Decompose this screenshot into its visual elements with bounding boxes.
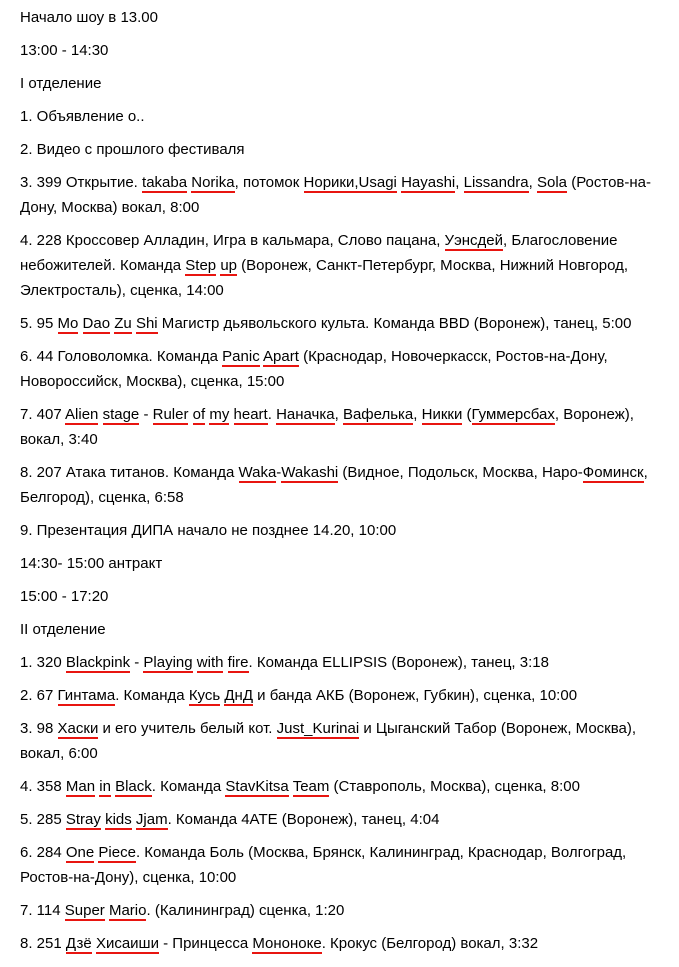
misspelled-word[interactable]: ДнД [224,687,253,704]
paragraph [20,650,665,675]
misspelled-word[interactable]: Mo [57,315,79,332]
paragraph [20,228,665,303]
paragraph [20,898,665,923]
misspelled-word[interactable]: Wakashi [281,464,339,481]
misspelled-word[interactable]: Panic [222,348,260,365]
text-line: 7. 114 Super Mario. (Калининград) сценка, 1:20 [20,902,345,919]
paragraph [20,683,665,708]
text-line: 15:00 - 17:20 [20,588,109,605]
text-line: II отделение [20,621,106,638]
misspelled-word[interactable]: Stray [65,811,101,828]
misspelled-word[interactable]: Mario [108,902,147,919]
misspelled-word[interactable]: my [209,406,230,423]
misspelled-word[interactable]: Фоминск [582,464,644,481]
paragraph [20,807,665,832]
misspelled-word[interactable]: Zu [114,315,132,332]
paragraph [20,311,665,336]
misspelled-word[interactable]: fire [227,654,249,671]
text-line: 8. 207 Атака титанов. Команда Waka-Wakashi (Видное, Подольск, Москва, Наро-Фоминск, [20,464,648,481]
text-line: 1. Объявление о.. [20,108,145,125]
paragraph [20,716,665,766]
misspelled-word[interactable]: Dao [82,315,111,332]
text-line: 5. 285 Stray kids Jjam. Команда 4ATE (Воронеж), танец, 4:04 [20,811,440,828]
text-line: небожителей. Команда Step up (Воронеж, Санкт-Петербург, Москва, Нижний Новгород, [20,257,629,274]
misspelled-word[interactable]: Гинтама [57,687,116,704]
text-line: 7. 407 Alien stage - Ruler of my heart. Наначка, Вафелька, Никки (Гуммерсбах, Воронеж), [20,406,634,423]
paragraph [20,840,665,890]
text-line: 4. 228 Кроссовер Алладин, Игра в кальмара, Слово пацана, Уэнсдей, Благословение [20,232,618,249]
paragraph [20,774,665,799]
text-line: 13:00 - 14:30 [20,42,109,59]
paragraph [20,104,665,129]
text-line: 4. 358 Man in Black. Команда StavKitsa Team (Ставрополь, Москва), сценка, 8:00 [20,778,580,795]
text-line: 5. 95 Mo Dao Zu Shi Магистр дьявольского культа. Команда BBD (Воронеж), танец, 5:00 [20,315,632,332]
text-line: I отделение [20,75,102,92]
misspelled-word[interactable]: Кусь [188,687,221,704]
misspelled-word[interactable]: Хаски [57,720,99,737]
text-line: Новороссийск, Москва), сценка, 15:00 [20,373,285,390]
paragraph [20,71,665,96]
misspelled-word[interactable]: Hayashi [401,174,456,191]
misspelled-word[interactable]: Lissandra [463,174,529,191]
misspelled-word[interactable]: with [196,654,224,671]
paragraph [20,170,665,220]
text-line: 3. 399 Открытие. takaba Norika, потомок Норики,Usagi Hayashi, Lissandra, Sola (Ростов-на- [20,174,652,191]
misspelled-word[interactable]: Наначка [276,406,335,423]
misspelled-word[interactable]: Норики, [303,174,359,191]
misspelled-word[interactable]: up [220,257,237,274]
misspelled-word[interactable]: stage [102,406,140,423]
misspelled-word[interactable]: takaba [142,174,188,191]
paragraph [20,38,665,63]
text-line: Начало шоу в 13.00 [20,9,158,26]
misspelled-word[interactable]: Usagi [358,174,397,191]
paragraph [20,518,665,543]
misspelled-word[interactable]: Вафелька [342,406,414,423]
misspelled-word[interactable]: Уэнсдей [444,232,503,249]
paragraph [20,137,665,162]
misspelled-word[interactable]: Дзё [65,935,92,952]
paragraph [20,402,665,452]
text-line: Электросталь), сценка, 14:00 [20,282,224,299]
misspelled-word[interactable]: kids [105,811,132,828]
document-body[interactable] [20,5,665,956]
misspelled-word[interactable]: of [192,406,206,423]
text-line: Белгород), сценка, 6:58 [20,489,184,506]
text-line: вокал, 6:00 [20,745,98,762]
misspelled-word[interactable]: Step [185,257,217,274]
misspelled-word[interactable]: Norika [191,174,235,191]
misspelled-word[interactable]: Waka [238,464,277,481]
misspelled-word[interactable]: heart [233,406,268,423]
text-line: 6. 44 Головоломка. Команда Panic Apart (Краснодар, Новочеркасск, Ростов-на-Дону, [20,348,608,365]
paragraph [20,460,665,510]
text-line: Дону, Москва) вокал, 8:00 [20,199,200,216]
text-line: 3. 98 Хаски и его учитель белый кот. Just_Kurinai и Цыганский Табор (Воронеж, Москва), [20,720,637,737]
misspelled-word[interactable]: Blackpink [65,654,131,671]
misspelled-word[interactable]: Piece [98,844,136,861]
misspelled-word[interactable]: One [65,844,95,861]
text-line: Ростов-на-Дону), сценка, 10:00 [20,869,237,886]
misspelled-word[interactable]: Sola [537,174,568,191]
text-line: 1. 320 Blackpink - Playing with fire. Команда ELLIPSIS (Воронеж), танец, 3:18 [20,654,549,671]
misspelled-word[interactable]: Just_Kurinai [276,720,360,737]
misspelled-word[interactable]: Black [115,778,152,795]
misspelled-word[interactable]: Man [65,778,96,795]
paragraph [20,551,665,576]
misspelled-word[interactable]: Никки [421,406,463,423]
paragraph [20,617,665,642]
paragraph [20,931,665,956]
misspelled-word[interactable]: Super [64,902,105,919]
paragraph [20,584,665,609]
misspelled-word[interactable]: in [99,778,111,795]
misspelled-word[interactable]: Хисаиши [95,935,159,952]
misspelled-word[interactable]: Apart [263,348,299,365]
misspelled-word[interactable]: Alien [65,406,99,423]
misspelled-word[interactable]: Playing [143,654,193,671]
text-line: 2. Видео с прошлого фестиваля [20,141,245,158]
text-line: вокал, 3:40 [20,431,98,448]
misspelled-word[interactable]: Ruler [152,406,189,423]
misspelled-word[interactable]: Мононоке [252,935,322,952]
misspelled-word[interactable]: Гуммерсбах [471,406,555,423]
misspelled-word[interactable]: Team [292,778,330,795]
text-line: 2. 67 Гинтама. Команда Кусь ДнД и банда АКБ (Воронеж, Губкин), сценка, 10:00 [20,687,578,704]
paragraph [20,344,665,394]
text-line: 9. Презентация ДИПА начало не позднее 14.20, 10:00 [20,522,397,539]
paragraph [20,5,665,30]
text-line: 8. 251 Дзё Хисаиши - Принцесса Мононоке. Крокус (Белгород) вокал, 3:32 [20,935,539,952]
text-line: 6. 284 One Piece. Команда Боль (Москва, Брянск, Калининград, Краснодар, Волгоград, [20,844,627,861]
misspelled-word[interactable]: Jjam [135,811,168,828]
text-line: 14:30- 15:00 антракт [20,555,163,572]
misspelled-word[interactable]: Shi [135,315,158,332]
misspelled-word[interactable]: StavKitsa [225,778,289,795]
